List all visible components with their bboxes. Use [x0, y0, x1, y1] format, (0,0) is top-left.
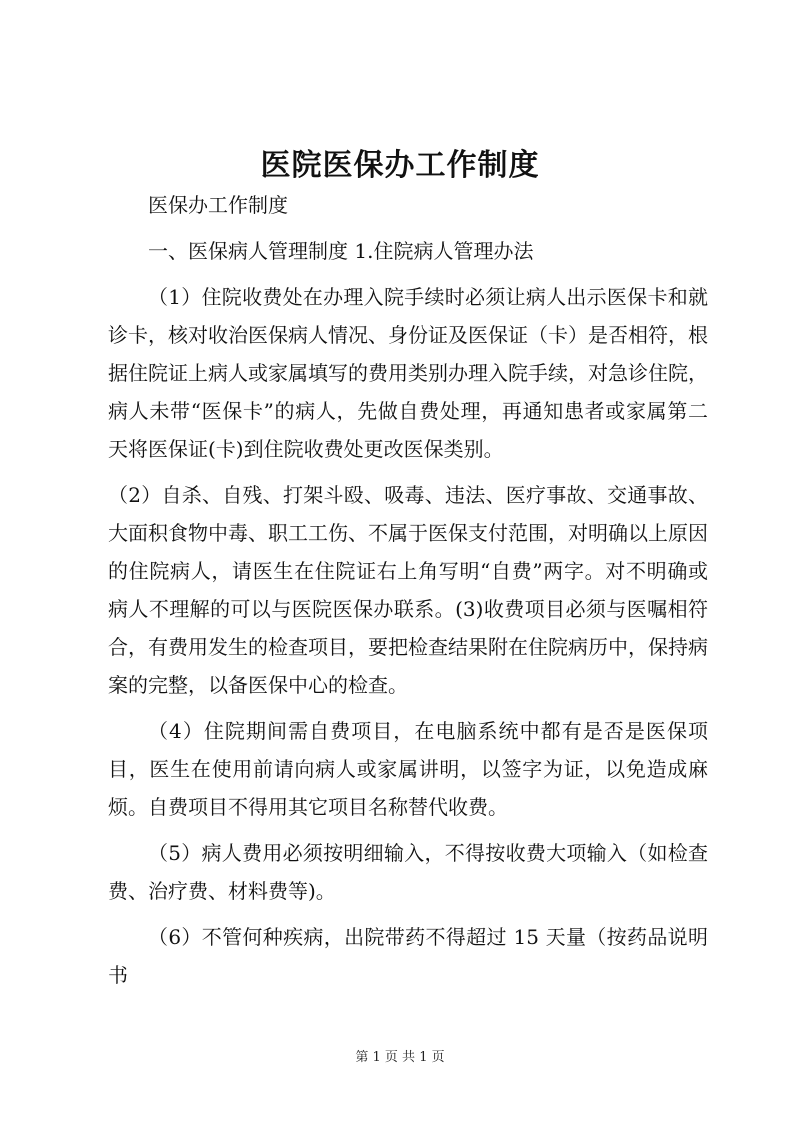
- paragraph-item-6: （6）不管何种疾病，出院带药不得超过 15 天量（按药品说明书: [108, 925, 708, 987]
- paragraph-item-2: （2）自杀、自残、打架斗殴、吸毒、违法、医疗事故、交通事故、大面积食物中毒、职工工伤、不属于医保支付范围，对明确以上原因的住院病人，请医生在住院证右上角写明“自费”两字。对不明确或病人不理解的可以与医院医保办联系。(3)收费项目必须与医嘱相符合，有费用发生的检查项目，要把检查结果附在住院病历中，保持病案的完整，以备医保中心的检查。: [108, 483, 708, 697]
- document-subtitle: 医保办工作制度: [148, 193, 288, 217]
- paragraph-item-5: （5）病人费用必须按明细输入，不得按收费大项输入（如检查费、治疗费、材料费等)。: [108, 841, 708, 903]
- paragraph-item-4: （4）住院期间需自费项目，在电脑系统中都有是否是医保项目，医生在使用前请向病人或家属讲明，以签字为证，以免造成麻烦。自费项目不得用其它项目名称替代收费。: [108, 719, 708, 819]
- page-footer: 第 1 页 共 1 页: [355, 1050, 445, 1065]
- document-body: [108, 186, 708, 1002]
- paragraph-section-heading: 一、医保病人管理制度 1.住院病人管理办法: [148, 239, 534, 263]
- document-title: 医院医保办工作制度: [260, 148, 540, 183]
- paragraph-item-1: （1）住院收费处在办理入院手续时必须让病人出示医保卡和就诊卡，核对收治医保病人情况、身份证及医保证（卡）是否相符，根据住院证上病人或家属填写的费用类别办理入院手续，对急诊住院，病人未带“医保卡”的病人，先做自费处理，再通知患者或家属第二天将医保证(卡)到住院收费处更改医保类别。: [108, 285, 708, 461]
